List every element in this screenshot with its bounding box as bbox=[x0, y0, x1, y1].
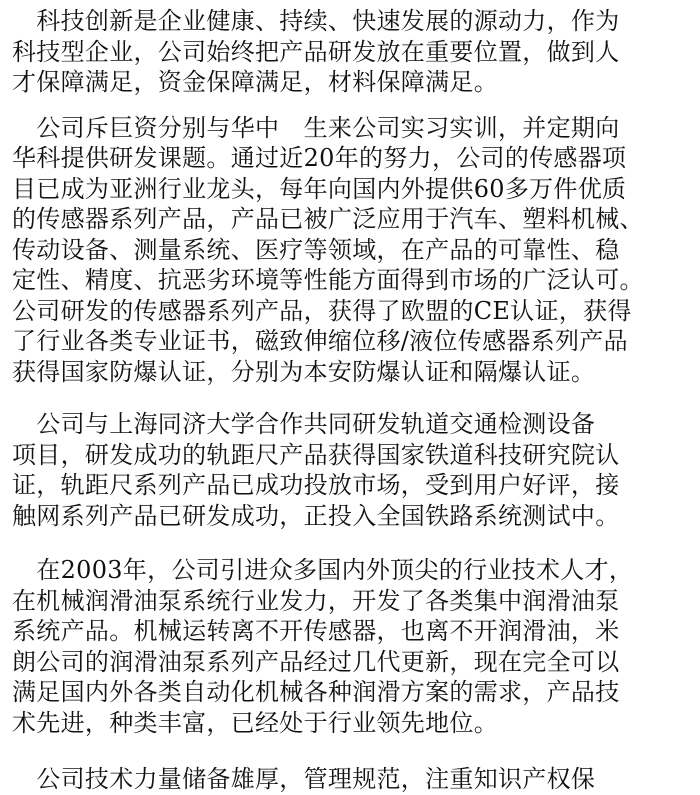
text-line: 科技创新是企业健康、持续、快速发展的源动力，作为 bbox=[12, 7, 620, 35]
paragraph-cooperation bbox=[12, 113, 696, 388]
text-line: 术先进，种类丰富，已经处于行业领先地位。 bbox=[12, 708, 498, 737]
text-line: 定性、精度、抗恶劣环境等性能方面得到市场的广泛认可。 bbox=[12, 266, 644, 294]
text-line: 公司斥巨资分别与华中 生来公司实习实训，并定期向 bbox=[12, 113, 620, 142]
text-line: 的传感器系列产品，产品已被广泛应用于汽车、塑料机械、 bbox=[12, 205, 644, 233]
paragraph-management bbox=[12, 764, 696, 795]
text-line: 触网系列产品已研发成功，正投入全国铁路系统测试中。 bbox=[12, 501, 620, 530]
text-line: 公司研发的传感器系列产品，获得了欧盟的CE认证，获得 bbox=[12, 296, 632, 325]
paragraph-innovation bbox=[12, 6, 696, 98]
text-line: 系统产品。机械运转离不开传感器，也离不开润滑油，米 bbox=[12, 617, 620, 645]
text-line: 公司技术力量储备雄厚，管理规范，注重知识产权保 bbox=[12, 765, 596, 793]
paragraph-lubrication bbox=[12, 555, 696, 738]
text-line: 在机械润滑油泵系统行业发力，开发了各类集中润滑油泵 bbox=[12, 586, 620, 615]
text-line: 满足国内外各类自动化机械各种润滑方案的需求，产品技 bbox=[12, 678, 620, 706]
text-line: 朗公司的润滑油泵系列产品经过几代更新，现在完全可以 bbox=[12, 647, 620, 676]
document-body bbox=[12, 6, 696, 795]
text-line: 获得国家防爆认证，分别为本安防爆认证和隔爆认证。 bbox=[12, 357, 596, 386]
text-line: 在2003年，公司引进众多国内外顶尖的行业技术人才， bbox=[12, 556, 634, 584]
text-line: 目已成为亚洲行业龙头，每年向国内外提供60多万件优质 bbox=[12, 174, 627, 203]
text-line: 了行业各类专业证书，磁致伸缩位移/液位传感器系列产品 bbox=[12, 327, 628, 355]
text-line: 科技型企业，公司始终把产品研发放在重要位置，做到人 bbox=[12, 37, 620, 66]
text-line: 公司与上海同济大学合作共同研发轨道交通检测设备 bbox=[12, 410, 596, 438]
paragraph-railway bbox=[12, 409, 696, 531]
text-line: 才保障满足，资金保障满足，材料保障满足。 bbox=[12, 68, 498, 96]
text-line: 传动设备、测量系统、医疗等领域，在产品的可靠性、稳 bbox=[12, 235, 620, 264]
text-line: 证，轨距尺系列产品已成功投放市场，受到用户好评，接 bbox=[12, 471, 620, 499]
text-line: 华科提供研发课题。通过近20年的努力，公司的传感器项 bbox=[12, 144, 627, 172]
text-line: 项目，研发成功的轨距尺产品获得国家铁道科技研究院认 bbox=[12, 440, 620, 469]
